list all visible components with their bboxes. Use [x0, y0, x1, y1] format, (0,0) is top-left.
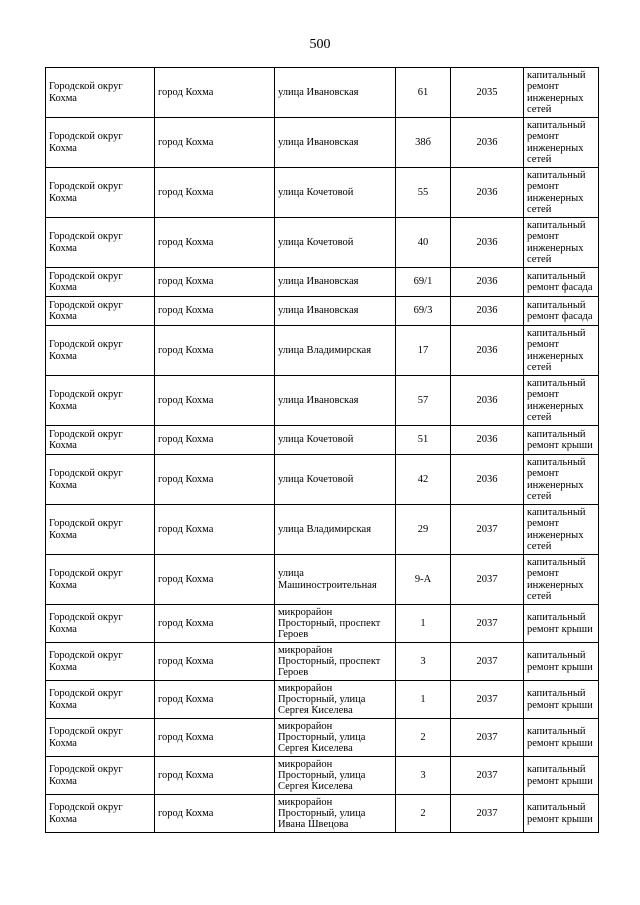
year-cell: 2037	[451, 795, 524, 833]
district-cell: Городской округ Кохма	[46, 297, 155, 326]
settlement-cell: город Кохма	[155, 268, 275, 297]
year-cell: 2036	[451, 268, 524, 297]
work-type-cell: капитальный ремонт крыши	[524, 719, 599, 757]
settlement-cell: город Кохма	[155, 719, 275, 757]
street-cell: микрорайон Просторный, проспект Героев	[275, 605, 396, 643]
settlement-cell: город Кохма	[155, 326, 275, 376]
district-cell: Городской округ Кохма	[46, 68, 155, 118]
house-number-cell: 3	[396, 757, 451, 795]
year-cell: 2036	[451, 218, 524, 268]
year-cell: 2037	[451, 505, 524, 555]
street-cell: улица Владимирская	[275, 326, 396, 376]
district-cell: Городской округ Кохма	[46, 426, 155, 455]
settlement-cell: город Кохма	[155, 118, 275, 168]
year-cell: 2037	[451, 605, 524, 643]
table-row	[46, 505, 599, 555]
work-type-cell: капитальный ремонт инженерных сетей	[524, 376, 599, 426]
year-cell: 2036	[451, 455, 524, 505]
district-cell: Городской округ Кохма	[46, 757, 155, 795]
house-number-cell: 3	[396, 643, 451, 681]
work-type-cell: капитальный ремонт инженерных сетей	[524, 455, 599, 505]
street-cell: микрорайон Просторный, улица Ивана Швецова	[275, 795, 396, 833]
table-row	[46, 297, 599, 326]
settlement-cell: город Кохма	[155, 455, 275, 505]
work-type-cell: капитальный ремонт крыши	[524, 757, 599, 795]
work-type-cell: капитальный ремонт инженерных сетей	[524, 118, 599, 168]
table-row	[46, 168, 599, 218]
settlement-cell: город Кохма	[155, 795, 275, 833]
house-number-cell: 29	[396, 505, 451, 555]
district-cell: Городской округ Кохма	[46, 376, 155, 426]
year-cell: 2035	[451, 68, 524, 118]
table-row	[46, 795, 599, 833]
table-row	[46, 455, 599, 505]
street-cell: улица Ивановская	[275, 118, 396, 168]
settlement-cell: город Кохма	[155, 555, 275, 605]
settlement-cell: город Кохма	[155, 643, 275, 681]
work-type-cell: капитальный ремонт крыши	[524, 795, 599, 833]
district-cell: Городской округ Кохма	[46, 218, 155, 268]
district-cell: Городской округ Кохма	[46, 455, 155, 505]
street-cell: микрорайон Просторный, улица Сергея Киселева	[275, 681, 396, 719]
district-cell: Городской округ Кохма	[46, 118, 155, 168]
page-number: 500	[309, 37, 331, 52]
year-cell: 2037	[451, 555, 524, 605]
district-cell: Городской округ Кохма	[46, 681, 155, 719]
table-row	[46, 326, 599, 376]
street-cell: улица Кочетовой	[275, 168, 396, 218]
district-cell: Городской округ Кохма	[46, 643, 155, 681]
street-cell: улица Кочетовой	[275, 218, 396, 268]
year-cell: 2037	[451, 757, 524, 795]
street-cell: микрорайон Просторный, улица Сергея Киселева	[275, 719, 396, 757]
settlement-cell: город Кохма	[155, 605, 275, 643]
house-number-cell: 51	[396, 426, 451, 455]
year-cell: 2036	[451, 426, 524, 455]
year-cell: 2036	[451, 326, 524, 376]
year-cell: 2036	[451, 297, 524, 326]
work-type-cell: капитальный ремонт фасада	[524, 297, 599, 326]
district-cell: Городской округ Кохма	[46, 268, 155, 297]
street-cell: улица Машиностроительная	[275, 555, 396, 605]
work-type-cell: капитальный ремонт инженерных сетей	[524, 68, 599, 118]
table-row	[46, 605, 599, 643]
district-cell: Городской округ Кохма	[46, 719, 155, 757]
year-cell: 2037	[451, 643, 524, 681]
house-number-cell: 1	[396, 605, 451, 643]
house-number-cell: 17	[396, 326, 451, 376]
work-type-cell: капитальный ремонт фасада	[524, 268, 599, 297]
house-number-cell: 42	[396, 455, 451, 505]
street-cell: улица Кочетовой	[275, 426, 396, 455]
house-number-cell: 38б	[396, 118, 451, 168]
street-cell: улица Кочетовой	[275, 455, 396, 505]
district-cell: Городской округ Кохма	[46, 505, 155, 555]
work-type-cell: капитальный ремонт инженерных сетей	[524, 505, 599, 555]
settlement-cell: город Кохма	[155, 376, 275, 426]
settlement-cell: город Кохма	[155, 68, 275, 118]
district-cell: Городской округ Кохма	[46, 555, 155, 605]
table-body	[46, 68, 599, 833]
table-row	[46, 376, 599, 426]
work-type-cell: капитальный ремонт крыши	[524, 681, 599, 719]
work-type-cell: капитальный ремонт крыши	[524, 643, 599, 681]
settlement-cell: город Кохма	[155, 426, 275, 455]
house-number-cell: 2	[396, 795, 451, 833]
house-number-cell: 57	[396, 376, 451, 426]
year-cell: 2036	[451, 376, 524, 426]
work-type-cell: капитальный ремонт крыши	[524, 426, 599, 455]
district-cell: Городской округ Кохма	[46, 168, 155, 218]
house-number-cell: 69/1	[396, 268, 451, 297]
house-number-cell: 1	[396, 681, 451, 719]
work-type-cell: капитальный ремонт крыши	[524, 605, 599, 643]
work-type-cell: капитальный ремонт инженерных сетей	[524, 555, 599, 605]
house-number-cell: 40	[396, 218, 451, 268]
house-number-cell: 55	[396, 168, 451, 218]
street-cell: улица Владимирская	[275, 505, 396, 555]
street-cell: микрорайон Просторный, улица Сергея Киселева	[275, 757, 396, 795]
table-row	[46, 426, 599, 455]
work-type-cell: капитальный ремонт инженерных сетей	[524, 326, 599, 376]
settlement-cell: город Кохма	[155, 757, 275, 795]
district-cell: Городской округ Кохма	[46, 326, 155, 376]
year-cell: 2037	[451, 719, 524, 757]
house-number-cell: 69/3	[396, 297, 451, 326]
settlement-cell: город Кохма	[155, 168, 275, 218]
work-type-cell: капитальный ремонт инженерных сетей	[524, 168, 599, 218]
street-cell: улица Ивановская	[275, 376, 396, 426]
street-cell: микрорайон Просторный, проспект Героев	[275, 643, 396, 681]
district-cell: Городской округ Кохма	[46, 605, 155, 643]
street-cell: улица Ивановская	[275, 297, 396, 326]
settlement-cell: город Кохма	[155, 218, 275, 268]
street-cell: улица Ивановская	[275, 268, 396, 297]
table-row	[46, 118, 599, 168]
house-number-cell: 61	[396, 68, 451, 118]
table-row	[46, 681, 599, 719]
settlement-cell: город Кохма	[155, 505, 275, 555]
work-type-cell: капитальный ремонт инженерных сетей	[524, 218, 599, 268]
table-row	[46, 719, 599, 757]
street-cell: улица Ивановская	[275, 68, 396, 118]
housing-repair-table	[45, 67, 599, 833]
table-row	[46, 643, 599, 681]
table-row	[46, 68, 599, 118]
settlement-cell: город Кохма	[155, 681, 275, 719]
table-row	[46, 555, 599, 605]
table-row	[46, 268, 599, 297]
table-row	[46, 757, 599, 795]
year-cell: 2037	[451, 681, 524, 719]
district-cell: Городской округ Кохма	[46, 795, 155, 833]
year-cell: 2036	[451, 168, 524, 218]
table-row	[46, 218, 599, 268]
house-number-cell: 2	[396, 719, 451, 757]
year-cell: 2036	[451, 118, 524, 168]
settlement-cell: город Кохма	[155, 297, 275, 326]
house-number-cell: 9-А	[396, 555, 451, 605]
